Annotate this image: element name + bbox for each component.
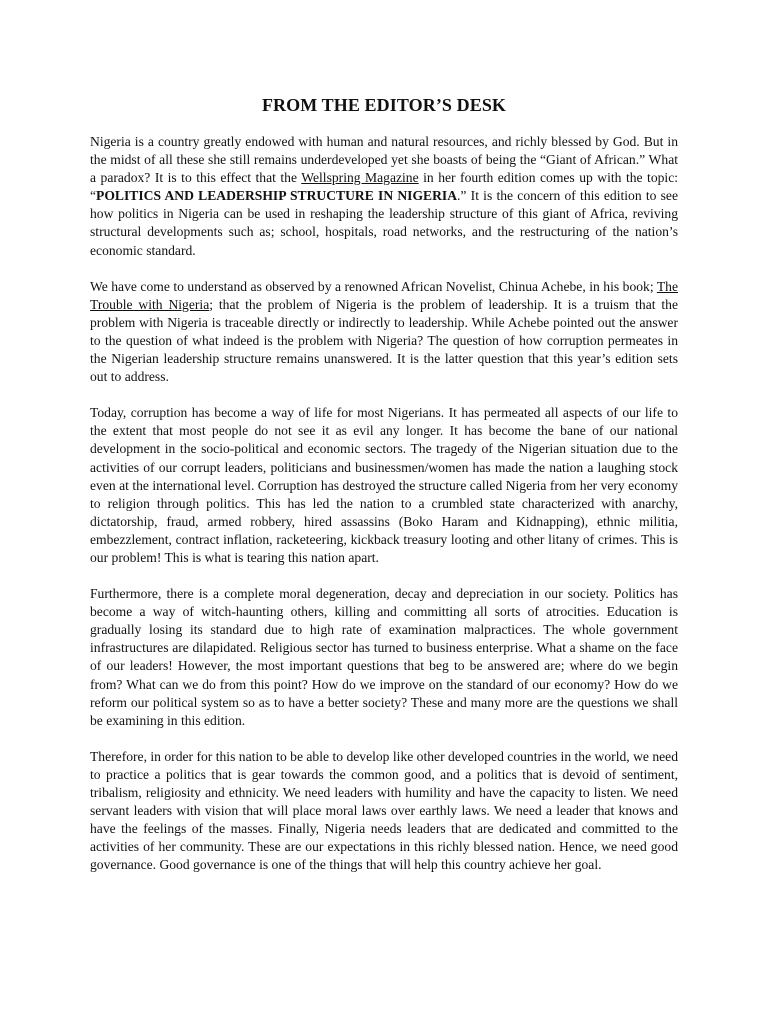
- achebe-text-b: ; that the problem of Nigeria is the problem of leadership. It is a truism that the problem with Nigeria is traceable directly or indirectly to leadership. While Achebe pointed out the answer to the question of what indeed is the problem with Nigeria? The question of how corruption permeates in the Nigerian leadership structure remains unanswered. It is the latter question that this year’s edition sets out to address.: [90, 296, 679, 385]
- achebe-text-a: We have come to understand as observed by a renowned African Novelist, Chinua Achebe, in his book;: [90, 278, 657, 294]
- paragraph-moral-degeneration: Furthermore, there is a complete moral degeneration, decay and depreciation in our society. Politics has become a way of witch-haunting others, killing and committing all sorts of atrocities. Education is gradually losing its standard due to high rate of examination malpractices. The whole government infrastructures are dilapidated. Religious sector has turned to business enterprise. What a shame on the face of our leaders! However, the most important questions that beg to be answered are; where do we begin from? What can we do from this point? How do we improve on the standard of our economy? How do we reform our political system so as to have a better society? These and many more are the questions we shall be examining in this edition.: [90, 586, 678, 728]
- paragraph-intro: [90, 133, 678, 260]
- edition-topic: POLITICS AND LEADERSHIP STRUCTURE IN NIGERIA: [96, 188, 458, 204]
- intro-text-a: Nigeria is a country greatly endowed with human and natural resources, and richly blessed by God. But in the midst of all these she still remains underdeveloped yet she boasts of being the “Giant of African.” What a paradox? It is to this effect that the: [90, 134, 678, 186]
- book-title: The Trouble with Nigeria: [90, 278, 678, 312]
- intro-text-c: .” It is the concern of this edition to see how politics in Nigeria can be used in reshaping the leadership structure of this giant of Africa, reviving structural developments such as; school, hospitals, road networks, and the restructuring of the nation’s economic standard.: [90, 188, 678, 258]
- paragraph-conclusion: Therefore, in order for this nation to be able to develop like other developed countries in the world, we need to practice a politics that is gear towards the common good, and a politics that is devoid of sentiment, tribalism, religiosity and ethnicity. We need leaders with humility and have the capacity to listen. We need servant leaders with vision that will place moral laws over earthly laws. We need a leader that knows and have the feelings of the masses. Finally, Nigeria needs leaders that are dedicated and committed to the activities of her community. These are our expectations in this richly blessed nation. Hence, we need good governance. Good governance is one of the things that will help this country achieve her goal.: [90, 748, 678, 873]
- intro-text-b: in her fourth edition comes up with the topic: “: [90, 170, 679, 204]
- page-title: FROM THE EDITOR’S DESK: [261, 95, 507, 115]
- paragraph-achebe: [90, 278, 678, 387]
- paragraph-corruption: Today, corruption has become a way of life for most Nigerians. It has permeated all aspects of our life to the extent that most people do not see it as evil any longer. It has become the bane of our national development in the socio-political and economic sectors. The tragedy of the Nigerian situation due to the activities of our corrupt leaders, politicians and businessmen/women has made the nation a laughing stock even at the international level. Corruption has destroyed the structure called Nigeria from her very economy to religion through politics. This has led the nation to a crumbled state characterized with anarchy, dictatorship, fraud, armed robbery, hired assassins (Boko Haram and Kidnapping), ethnic militia, embezzlement, contract inflation, racketeering, kickback treasury looting and other litany of crimes. This is our problem! This is what is tearing this nation apart.: [90, 405, 678, 565]
- editorial-page: [90, 93, 678, 892]
- magazine-name: Wellspring Magazine: [301, 170, 419, 186]
